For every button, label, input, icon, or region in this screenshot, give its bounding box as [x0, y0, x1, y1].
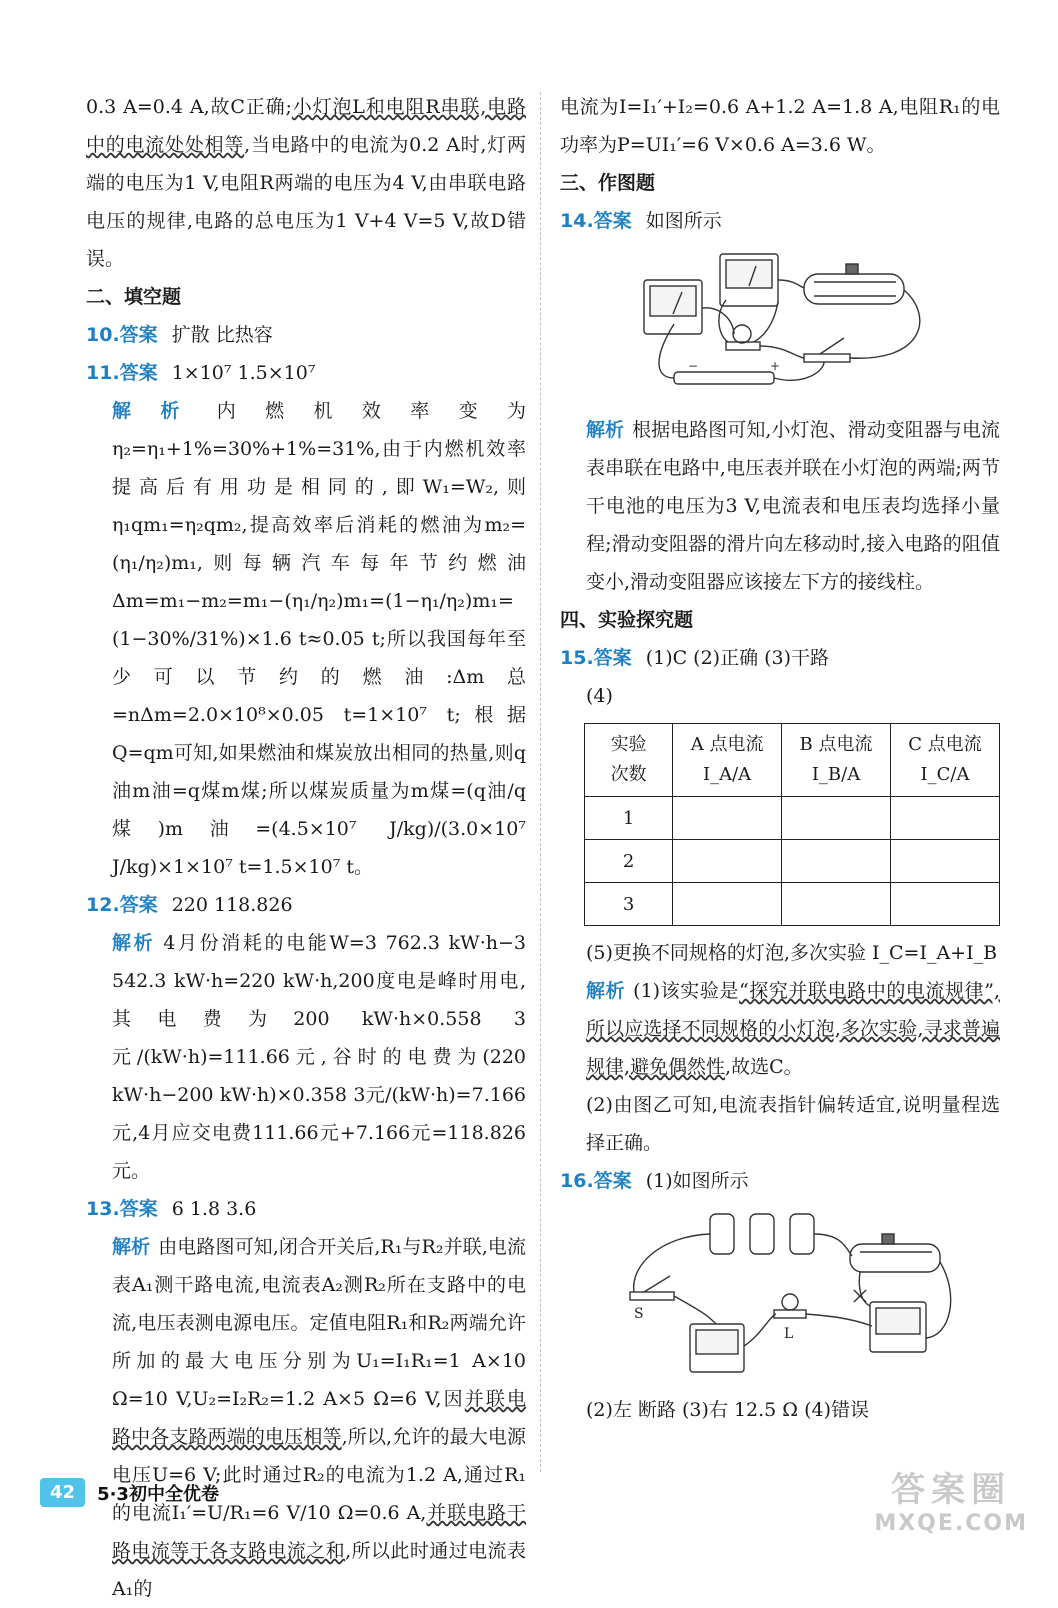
table-header-a-current: A 点电流 I_A/A: [673, 724, 782, 797]
bulb-label: L: [784, 1326, 794, 1342]
table-header-b-current: B 点电流 I_B/A: [782, 724, 891, 797]
right-column: [560, 88, 1000, 1429]
q15-analysis-part2: (2)由图乙可知,电流表指针偏转适宜,说明量程选择正确。: [586, 1094, 1000, 1154]
circuit-drawing-q16: [620, 1206, 960, 1376]
page-number: 42: [40, 1478, 85, 1507]
svg-text:−: −: [688, 359, 699, 373]
circuit-drawing-q14: [634, 246, 954, 396]
q16-answer: 16.答案 (1)如图所示: [560, 1170, 749, 1192]
q15-answer: 15.答案 (1)C (2)正确 (3)干路: [560, 647, 830, 669]
q15-analysis: 解析 (1)该实验是“探究并联电路中的电流规律”,所以应选择不同规格的小灯泡,多次实验,寻求普遍规律,避免偶然性,故选C。: [586, 980, 1000, 1078]
q14-analysis: 解析 根据电路图可知,小灯泡、滑动变阻器与电流表串联在电路中,电压表并联在小灯泡的两端;两节干电池的电压为3 V,电流表和电压表均选择小量程;滑动变阻器的滑片向左移动时,接入电路的阻值变小,滑动变阻器应该接左下方的接线柱。: [586, 419, 1000, 593]
q13-analysis: 解析 由电路图可知,闭合开关后,R₁与R₂并联,电流表A₁测干路电流,电流表A₂测R₂所在支路中的电流,电压表测电源电压。定值电阻R₁和R₂两端允许所加的最大电压分别为U₁=I₁R₁=1 A×10 Ω=10 V,U₂=I₂R₂=1.2 A×5 Ω=6 V,因并联电路中各支路两端的电压相等,所以,允许的最大电源电压U=6 V;此时通过R₂的电流为1.2 A,通过R₁的电流I₁′=U/R₁=6 V/10 Ω=0.6 A,并联电路干路电流等于各支路电流之和,所以此时通过电流表A₁的: [112, 1236, 526, 1600]
battery-cell-icon: [790, 1214, 814, 1254]
q13-continuation: 电流为I=I₁′+I₂=0.6 A+1.2 A=1.8 A,电阻R₁的电功率为P=UI₁′=6 V×0.6 A=3.6 W。: [560, 96, 1000, 156]
q11-answer: 11.答案 1×10⁷ 1.5×10⁷: [86, 362, 316, 384]
svg-text:+: +: [770, 359, 781, 373]
q16-remaining-answers: (2)左 断路 (3)右 12.5 Ω (4)错误: [586, 1399, 869, 1421]
q12-answer: 12.答案 220 118.826: [86, 894, 293, 916]
rheostat-icon: [850, 1244, 940, 1272]
circuit-figure-q16: [620, 1206, 1000, 1381]
current-measurement-table: [584, 723, 1000, 926]
table-row: 3: [585, 883, 1000, 926]
q12-analysis: 解析 4月份消耗的电能W=3 762.3 kW·h−3 542.3 kW·h=220 kW·h,200度电是峰时用电,其电费为200 kW·h×0.558 3元/(kW·h)=111.66元,谷时的电费为(220 kW·h−200 kW·h)×0.358 3元/(kW·h)=7.166元,4月应交电费111.66元+7.166元=118.826元。: [112, 932, 526, 1182]
switch-icon: [630, 1292, 674, 1300]
section-fill-blank-heading: 二、填空题: [86, 286, 182, 308]
section-experiment-heading: 四、实验探究题: [560, 609, 694, 631]
left-column: [86, 88, 526, 1608]
section-drawing-heading: 三、作图题: [560, 172, 656, 194]
bulb-icon: [733, 325, 751, 343]
column-divider: [540, 92, 541, 1472]
switch-label: S: [634, 1306, 644, 1322]
q15-part4-label: (4): [586, 685, 613, 707]
battery-cell-icon: [710, 1214, 734, 1254]
circuit-figure-q14: [634, 246, 1000, 401]
bulb-icon: [782, 1294, 798, 1310]
q9-continuation: 0.3 A=0.4 A,故C正确;小灯泡L和电阻R串联,电路中的电流处处相等,当电路中的电流为0.2 A时,灯两端的电压为1 V,电阻R两端的电压为4 V,由串联电路电压的规律,电路的总电压为1 V+4 V=5 V,故D错误。: [86, 96, 526, 270]
q13-answer: 13.答案 6 1.8 3.6: [86, 1198, 257, 1220]
battery-icon: [674, 372, 774, 384]
rheostat-icon: [804, 274, 904, 304]
q11-analysis: 解析 内燃机效率变为η₂=η₁+1%=30%+1%=31%,由于内燃机效率提高后有用功是相同的,即W₁=W₂,则η₁qm₁=η₂qm₂,提高效率后消耗的燃油为m₂=(η₁/η₂)m₁,则每辆汽车每年节约燃油Δm=m₁−m₂=m₁−(η₁/η₂)m₁=(1−η₁/η₂)m₁=(1−30%/31%)×1.6 t≈0.05 t;所以我国每年至少可以节约的燃油:Δm总=nΔm=2.0×10⁸×0.05 t=1×10⁷ t;根据Q=qm可知,如果燃油和煤炭放出相同的热量,则q油m油=q煤m煤;所以煤炭质量为m煤=(q油/q煤)m油=(4.5×10⁷ J/kg)/(3.0×10⁷ J/kg)×1×10⁷ t=1.5×10⁷ t。: [112, 400, 526, 878]
q10-answer: 10.答案 扩散 比热容: [86, 324, 273, 346]
switch-icon: [804, 354, 850, 362]
q15-part5: (5)更换不同规格的灯泡,多次实验 I_C=I_A+I_B: [586, 942, 998, 964]
table-row: 2: [585, 840, 1000, 883]
battery-cell-icon: [750, 1214, 774, 1254]
watermark-logo: 答案圈 MXQE.COM: [874, 1470, 1028, 1536]
table-header-c-current: C 点电流 I_C/A: [890, 724, 999, 797]
page-footer: [40, 1478, 219, 1507]
q14-answer: 14.答案 如图所示: [560, 210, 722, 232]
table-header-row: [585, 724, 1000, 797]
table-header-trial: 实验 次数: [585, 724, 673, 797]
book-title: 5·3初中全优卷: [97, 1483, 219, 1505]
table-row: 1: [585, 797, 1000, 840]
